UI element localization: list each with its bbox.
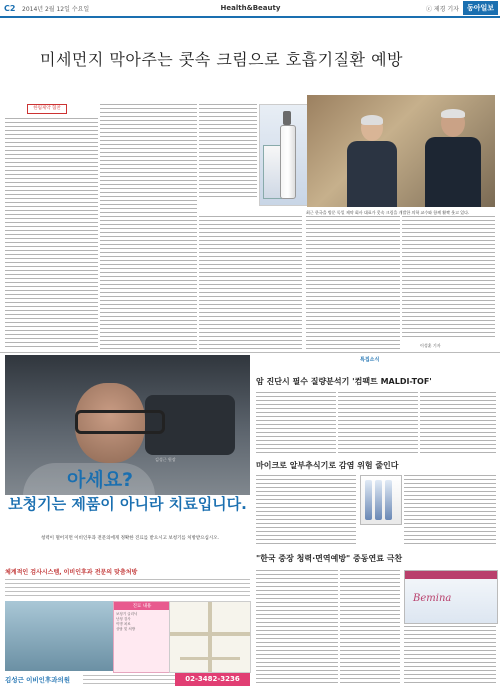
article-body-column — [402, 216, 495, 340]
ad-subtext: 청력이 떨어지면 이비인후과 전문의에게 정확한 진료를 받으시고 보청기를 처방받으십시오. — [40, 536, 220, 541]
ad-subheadline: 보청기는 제품이 아니라 치료입니다. — [8, 495, 247, 513]
main-headline: 미세먼지 막아주는 콧속 크림으로 호흡기질환 예방 — [40, 50, 404, 69]
section-title: Health&Beauty — [220, 4, 281, 12]
ad-title: 체계적인 검사시스템, 이비인후과 전문의 맞춤처방 — [5, 569, 138, 576]
ad-info-box — [113, 601, 171, 673]
hearing-aid-advertisement[interactable] — [5, 355, 250, 686]
ad-clinic-image — [5, 601, 113, 671]
product-image — [360, 475, 402, 525]
header-reporter: ⓒ 제경 기자 — [425, 5, 459, 13]
article-image-label: Bemina — [413, 593, 452, 604]
ad-info-item: 상담 및 처방 — [116, 627, 136, 631]
clinic-phone[interactable]: 02-3482-3236 — [175, 673, 250, 686]
article-body-column — [256, 475, 356, 545]
ad-info-item: 보청기 클리닉 — [116, 612, 138, 616]
article-body-column — [256, 570, 338, 686]
ad-description — [5, 579, 250, 599]
article-body-column — [404, 626, 496, 686]
article-body-column — [338, 392, 418, 454]
article-body-column — [340, 570, 400, 686]
article3-headline: 마이크로 알부추식기로 감염 위험 줄인다 — [256, 461, 399, 470]
article-body-column — [420, 392, 496, 454]
section-label: 특집소식 — [360, 357, 380, 363]
article-photo — [307, 95, 495, 207]
product-image — [259, 104, 309, 206]
page-header — [0, 0, 500, 18]
section-divider — [0, 352, 500, 353]
clinic-address — [83, 675, 175, 687]
clinic-logo: 김성근 이비인후과의원 — [5, 676, 71, 684]
article-reporter: 이성훈 기자 — [420, 343, 441, 348]
ad-photo — [5, 355, 250, 518]
page-number: C2 — [4, 3, 16, 13]
issue-date: 2014년 2월 12일 수요일 — [22, 5, 90, 13]
ad-headline: 아세요? — [67, 469, 134, 491]
article4-headline: "한국 중장 청력·면역예방" 중동연료 극찬 — [256, 554, 403, 563]
article-body-column — [100, 104, 197, 350]
article-body-column — [199, 216, 302, 350]
article2-headline: 암 진단시 필수 질량분석기 '컴팩트 MALDI-TOF' — [256, 377, 432, 386]
ad-map — [169, 601, 251, 673]
ad-info-item: 난청 검사 — [116, 617, 131, 621]
sponsor-tag: 한림제약 협찬 — [27, 104, 67, 114]
article-body-column — [404, 475, 496, 545]
article-image — [404, 570, 498, 624]
article-body-column — [306, 216, 400, 350]
photo-caption: 최근 한국을 방문 독일 제약 회사 대표가 콧속 크림을 개발한 의학 교수와 함께 활짝 웃고 있다. — [306, 210, 470, 215]
article-body-column — [256, 392, 336, 454]
ad-info-title: 진료 내용 — [114, 602, 170, 610]
article-body-column — [5, 118, 98, 350]
newspaper-logo: 동아일보 — [463, 1, 498, 15]
ad-info-item: 이명 치료 — [116, 622, 131, 626]
ad-doctor-name: 김성근 원장 — [155, 457, 176, 462]
article-body-column — [199, 104, 257, 200]
